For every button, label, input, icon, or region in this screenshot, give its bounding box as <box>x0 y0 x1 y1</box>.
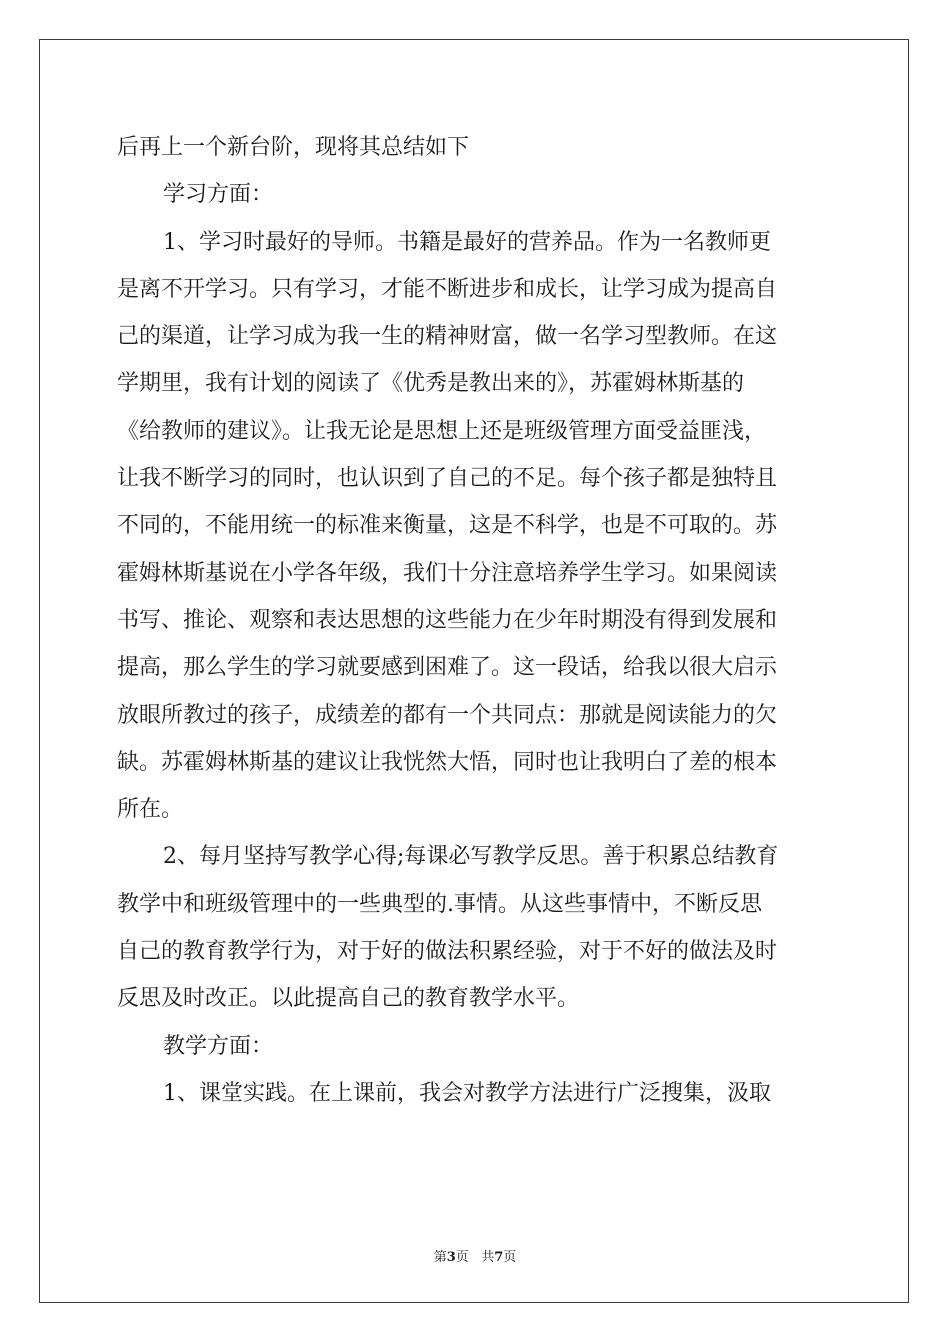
document-body <box>117 124 833 1117</box>
text-line: 2、每月坚持写教学心得;每课必写教学反思。善于积累总结教育 <box>163 844 779 870</box>
text-line: 学期里，我有计划的阅读了《优秀是教出来的》，苏霍姆林斯基的 <box>117 371 745 397</box>
text-line: 教学中和班级管理中的一些典型的.事情。从这些事情中，不断反思 <box>117 891 762 917</box>
total-page-number: 7 <box>494 1250 504 1265</box>
total-label-suffix: 页 <box>503 1250 517 1265</box>
text-line: 1、学习时最好的导师。书籍是最好的营养品。作为一名教师更 <box>163 229 771 255</box>
text-line: 让我不断学习的同时，也认识到了自己的不足。每个孩子都是独特且 <box>117 466 778 492</box>
text-line: 提高，那么学生的学习就要感到困难了。这一段话，给我以很大启示 <box>117 655 778 681</box>
current-page-number: 3 <box>446 1250 456 1265</box>
text-line: 教学方面： <box>163 1033 274 1059</box>
text-line: 不同的，不能用统一的标准来衡量，这是不科学，也是不可取的。苏 <box>117 513 778 539</box>
page-footer <box>0 1246 950 1265</box>
text-line: 1、课堂实践。在上课前，我会对教学方法进行广泛搜集，汲取 <box>163 1080 771 1106</box>
text-line: 所在。 <box>117 797 184 823</box>
text-line: 放眼所教过的孩子，成绩差的都有一个共同点：那就是阅读能力的欠 <box>117 702 778 728</box>
text-line: 己的渠道，让学习成为我一生的精神财富，做一名学习型教师。在这 <box>117 324 778 350</box>
text-line: 《给教师的建议》。让我无论是思想上还是班级管理方面受益匪浅， <box>117 418 767 444</box>
text-line: 学习方面： <box>163 182 274 208</box>
text-line: 反思及时改正。以此提高自己的教育教学水平。 <box>117 986 580 1012</box>
text-line: 缺。苏霍姆林斯基的建议让我恍然大悟，同时也让我明白了差的根本 <box>117 749 778 775</box>
text-line: 是离不开学习。只有学习，才能不断进步和成长，让学习成为提高自 <box>117 276 778 302</box>
text-line: 书写、推论、观察和表达思想的这些能力在少年时期没有得到发展和 <box>117 607 778 633</box>
page-label-prefix: 第 <box>433 1250 447 1265</box>
text-line: 霍姆林斯基说在小学各年级，我们十分注意培养学生学习。如果阅读 <box>117 560 778 586</box>
text-line: 自己的教育教学行为，对于好的做法积累经验，对于不好的做法及时 <box>117 939 778 965</box>
page-label-suffix: 页 <box>455 1250 469 1265</box>
text-line: 后再上一个新台阶，现将其总结如下 <box>117 135 470 160</box>
total-label-prefix: 共 <box>481 1250 495 1265</box>
